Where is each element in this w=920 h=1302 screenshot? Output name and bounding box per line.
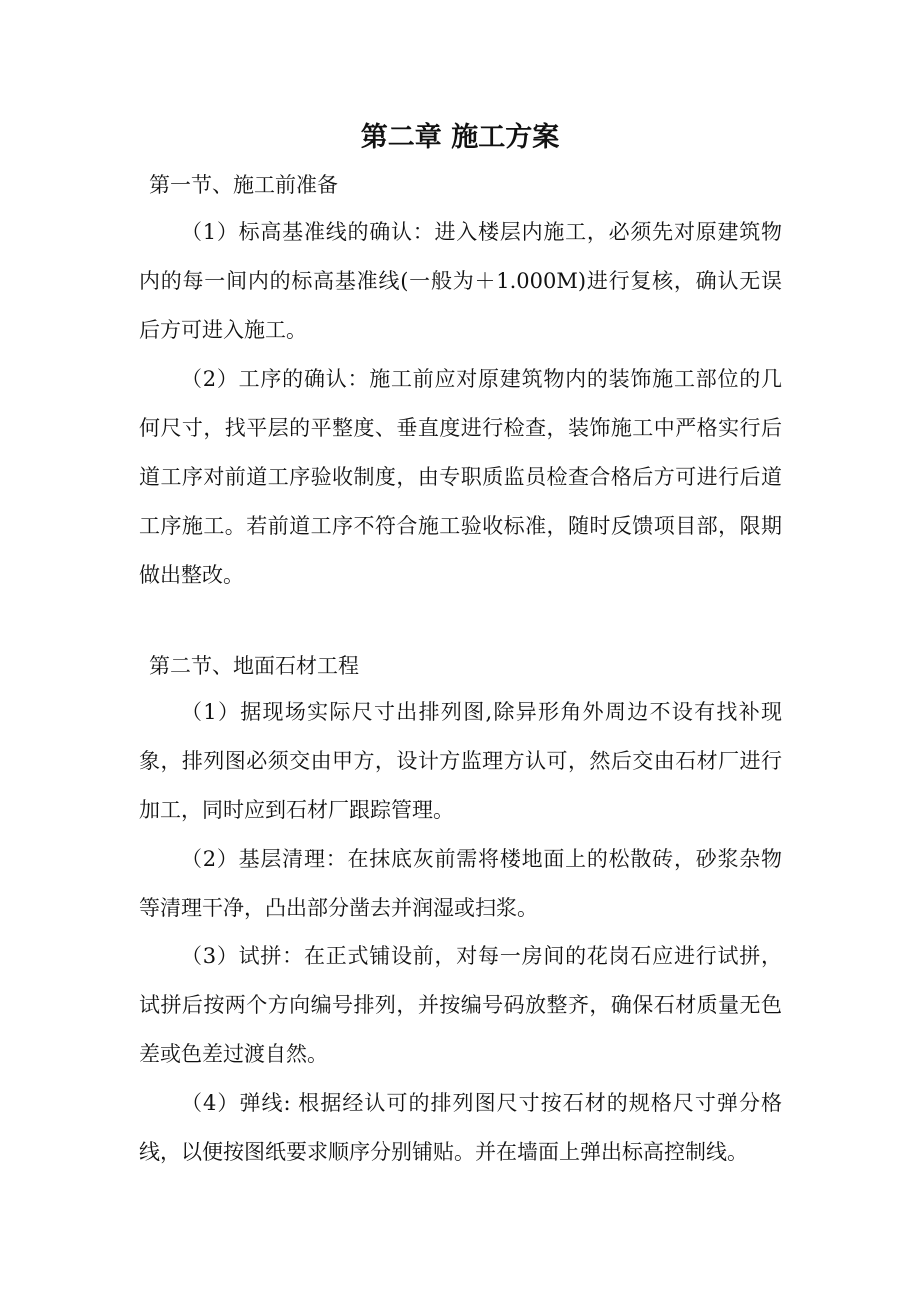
paragraph-trial-fit: （3）试拼：在正式铺设前，对每一房间的花岗石应进行试拼，试拼后按两个方向编号排列，并按编号码放整齐，确保石材质量无色差或色差过渡自然。 (139, 944, 782, 1066)
section-heading-2: 第二节、地面石材工程 (149, 654, 359, 678)
chapter-title: 第二章 施工方案 (360, 122, 560, 153)
paragraph-elevation-baseline: （1）标高基准线的确认：进入楼层内施工，必须先对原建筑物内的每一间内的标高基准线(一般为＋1.000M)进行复核，确认无误后方可进入施工。 (139, 220, 782, 342)
section-heading-1: 第一节、施工前准备 (149, 173, 338, 197)
paragraph-chalk-line: （4）弹线: 根据经认可的排列图尺寸按石材的规格尺寸弹分格线，以便按图纸要求顺序分别铺贴。并在墙面上弹出标高控制线。 (139, 1091, 782, 1164)
paragraph-process-confirmation: （2）工序的确认：施工前应对原建筑物内的装饰施工部位的几何尺寸，找平层的平整度、垂直度进行检查，装饰施工中严格实行后道工序对前道工序验收制度，由专职质监员检查合格后方可进行后道工序施工。若前道工序不符合施工验收标准，随时反馈项目部，限期做出整改。 (139, 367, 782, 587)
paragraph-base-cleaning: （2）基层清理：在抹底灰前需将楼地面上的松散砖，砂浆杂物等清理干净，凸出部分凿去并润湿或扫浆。 (139, 847, 782, 920)
paragraph-layout-drawing: （1）据现场实际尺寸出排列图,除异形角外周边不设有找补现象，排列图必须交由甲方，设计方监理方认可，然后交由石材厂进行加工，同时应到石材厂跟踪管理。 (139, 700, 782, 822)
